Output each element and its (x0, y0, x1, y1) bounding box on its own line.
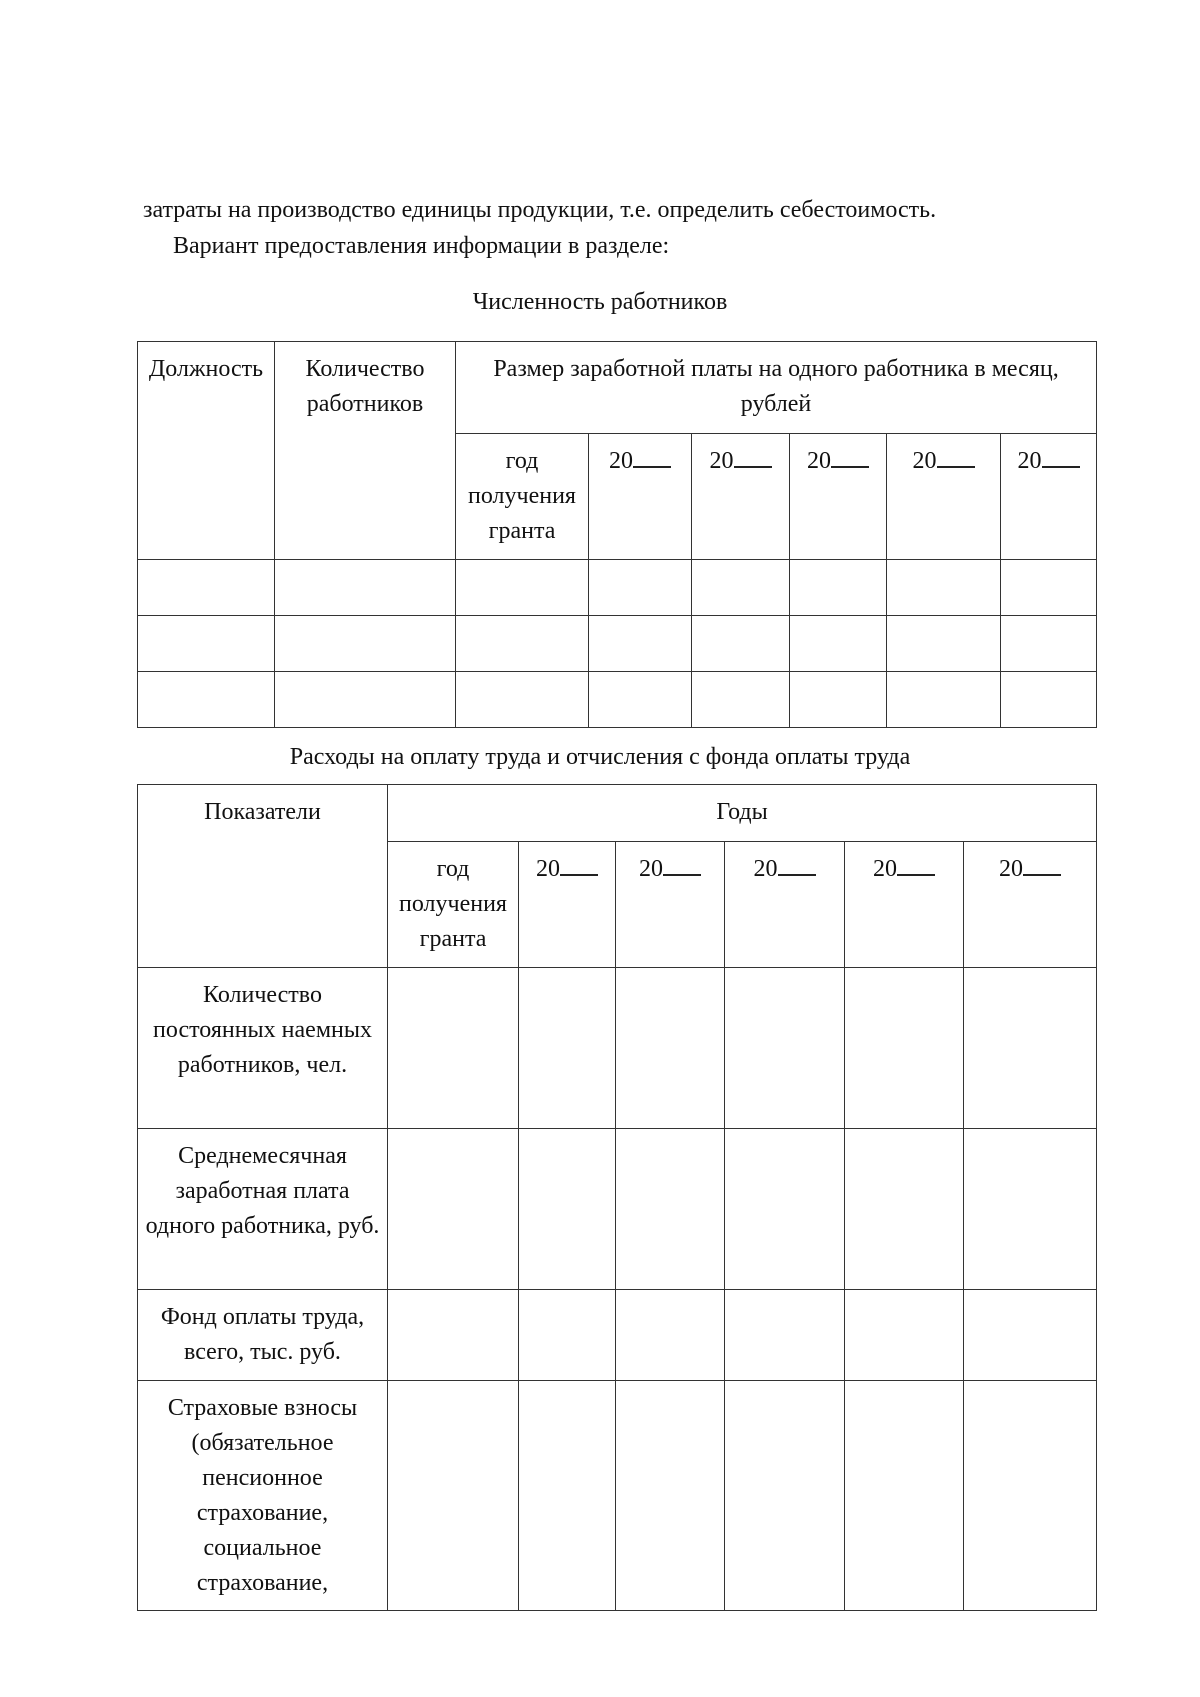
empty-cell[interactable] (725, 1129, 845, 1290)
table-row (138, 968, 1097, 1129)
empty-cell[interactable] (456, 672, 589, 728)
empty-cell[interactable] (725, 1290, 845, 1381)
header-year: 20 (1001, 434, 1097, 560)
row-label: Страховые взносы (обязательное пенсионное страхование, социальное страхование, (138, 1381, 388, 1611)
header-indicators: Показатели (138, 785, 388, 968)
empty-cell[interactable] (456, 616, 589, 672)
empty-cell[interactable] (519, 1381, 616, 1611)
empty-cell[interactable] (456, 560, 589, 616)
empty-cell[interactable] (887, 560, 1001, 616)
empty-cell[interactable] (1001, 672, 1097, 728)
empty-cell[interactable] (790, 672, 887, 728)
header-grant-year: год получения гранта (456, 434, 589, 560)
empty-cell[interactable] (692, 560, 790, 616)
empty-cell[interactable] (138, 672, 275, 728)
empty-cell[interactable] (519, 1290, 616, 1381)
header-years: Годы (388, 785, 1097, 842)
empty-cell[interactable] (692, 672, 790, 728)
header-grant-year: год получения гранта (388, 842, 519, 968)
empty-cell[interactable] (887, 672, 1001, 728)
table-row (138, 1129, 1097, 1290)
empty-cell[interactable] (964, 1129, 1097, 1290)
empty-cell[interactable] (845, 1381, 964, 1611)
table-row (138, 560, 1097, 616)
table-row (138, 616, 1097, 672)
table2-caption: Расходы на оплату труда и отчисления с фонда оплаты труда (289, 744, 911, 770)
header-year: 20 (692, 434, 790, 560)
empty-cell[interactable] (692, 616, 790, 672)
header-position: Должность (138, 342, 275, 560)
intro-line-1: затраты на производство единицы продукции, т.е. определить себестоимость. (143, 197, 937, 223)
empty-cell[interactable] (1001, 560, 1097, 616)
empty-cell[interactable] (964, 1290, 1097, 1381)
empty-cell[interactable] (275, 560, 456, 616)
row-label: Фонд оплаты труда, всего, тыс. руб. (138, 1290, 388, 1381)
empty-cell[interactable] (790, 560, 887, 616)
header-employee-count: Количество работников (275, 342, 456, 560)
header-year: 20 (964, 842, 1097, 968)
header-year: 20 (616, 842, 725, 968)
empty-cell[interactable] (138, 560, 275, 616)
empty-cell[interactable] (519, 1129, 616, 1290)
empty-cell[interactable] (616, 1290, 725, 1381)
empty-cell[interactable] (589, 672, 692, 728)
empty-cell[interactable] (790, 616, 887, 672)
empty-cell[interactable] (388, 1129, 519, 1290)
employees-table (137, 341, 1097, 728)
row-label: Количество постоянных наемных работников, чел. (138, 968, 388, 1129)
header-year: 20 (725, 842, 845, 968)
table-row (138, 1381, 1097, 1611)
empty-cell[interactable] (964, 1381, 1097, 1611)
empty-cell[interactable] (616, 1129, 725, 1290)
header-year: 20 (790, 434, 887, 560)
empty-cell[interactable] (725, 1381, 845, 1611)
empty-cell[interactable] (589, 616, 692, 672)
header-year: 20 (589, 434, 692, 560)
row-label: Среднемесячная заработная плата одного работника, руб. (138, 1129, 388, 1290)
empty-cell[interactable] (519, 968, 616, 1129)
empty-cell[interactable] (887, 616, 1001, 672)
empty-cell[interactable] (616, 1381, 725, 1611)
table-row (138, 672, 1097, 728)
table-row (138, 1290, 1097, 1381)
header-year: 20 (845, 842, 964, 968)
empty-cell[interactable] (845, 1129, 964, 1290)
payroll-table (137, 784, 1097, 1611)
table1-caption: Численность работников (472, 289, 728, 315)
empty-cell[interactable] (388, 1381, 519, 1611)
empty-cell[interactable] (845, 1290, 964, 1381)
empty-cell[interactable] (388, 1290, 519, 1381)
empty-cell[interactable] (275, 672, 456, 728)
intro-line-2: Вариант предоставления информации в разделе: (173, 233, 670, 259)
empty-cell[interactable] (388, 968, 519, 1129)
header-year: 20 (519, 842, 616, 968)
empty-cell[interactable] (964, 968, 1097, 1129)
empty-cell[interactable] (616, 968, 725, 1129)
header-year: 20 (887, 434, 1001, 560)
empty-cell[interactable] (725, 968, 845, 1129)
empty-cell[interactable] (1001, 616, 1097, 672)
empty-cell[interactable] (138, 616, 275, 672)
header-salary: Размер заработной платы на одного работника в месяц, рублей (456, 342, 1097, 434)
empty-cell[interactable] (589, 560, 692, 616)
empty-cell[interactable] (845, 968, 964, 1129)
empty-cell[interactable] (275, 616, 456, 672)
